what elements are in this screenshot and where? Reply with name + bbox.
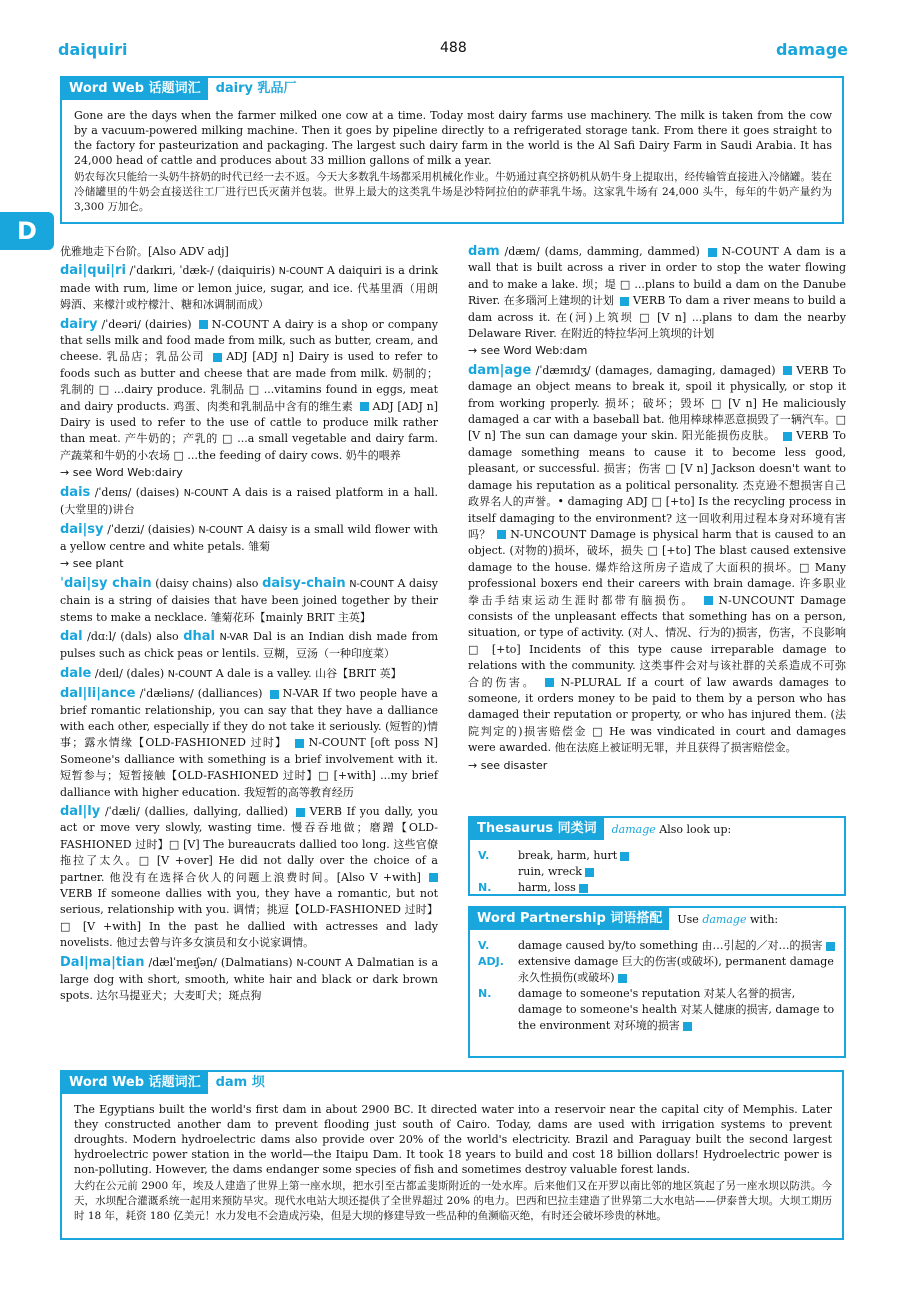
sense-marker-icon <box>360 402 369 411</box>
pronunciation: /dæm/ <box>504 245 540 258</box>
partnership-intro-post: with: <box>749 912 779 926</box>
sense-ref-icon <box>585 868 594 877</box>
headword[interactable]: dal <box>60 628 83 644</box>
entry-dam <box>468 244 846 360</box>
partnership-collocations <box>518 954 844 986</box>
headword[interactable]: dam <box>468 244 500 259</box>
left-column <box>60 244 438 1008</box>
sense-5: N-PLURAL If a court of law awards damages to someone, it orders money to be paid to them by a person who has damaged their reputation or property, or who has injured them. (法院判定的)损害赔偿金 □ He was vindicated in court and damages were awarded. 他在法庭上被证明无罪，并且获得了损害赔偿金。 <box>468 675 847 755</box>
thesaurus-intro-word: damage <box>611 822 656 836</box>
thesaurus-body <box>470 840 844 896</box>
sense-marker-icon <box>783 366 792 375</box>
letter-thumb-tab[interactable] <box>0 212 54 250</box>
sense-marker-icon <box>270 690 279 699</box>
sense-4: N-UNCOUNT Damage consists of the unpleasant effects that something has on a person, situation, or type of activity. (对人、情况、行为的)损害，伤害，不良影响 □ [+to] Incidents of this type cause irreparable damage to relations with the community. 这类事件会对与该社群的关系造成不可弥合的伤害。 <box>468 593 847 689</box>
word-web-header <box>62 1072 273 1094</box>
alternate-headword[interactable]: dhal <box>183 628 216 644</box>
partnership-header <box>470 908 844 930</box>
partnership-intro-word: damage <box>702 912 747 926</box>
word-web-body <box>74 108 832 217</box>
thesaurus-pos <box>478 864 518 880</box>
entry-dairy <box>60 317 438 482</box>
pronunciation: /deɪl/ <box>94 666 123 680</box>
sense-marker-icon <box>296 808 305 817</box>
entry-dal <box>60 629 438 663</box>
inflections: (Dalmatians) <box>220 955 293 969</box>
thesaurus-header <box>470 818 844 840</box>
sense-2: VERB To dam a river means to build a dam across it. 在(河)上筑坝 □ [V n] ...plans to dam the nearby Delaware River. 在附近的特拉华河上筑坝的计划 <box>468 294 846 341</box>
definition: A daiquiri is a drink made with rum, lime or lemon juice, sugar, and ice. 代基里酒（用朗姆酒、来檬汁或柠檬汁、糖和冰调制而成） <box>60 264 439 312</box>
partnership-pos: ADJ. <box>478 955 504 968</box>
sense-2: VERB If someone dallies with you, they have a romantic, but not serious, relationship with you. 调情；挑逗【OLD-FASHIONED 过时】□ [V +with] In the past he dallied with actresses and lady novelists. 他过去曾与许多女演员和女小说家调情。 <box>60 887 438 950</box>
sense-marker-icon <box>704 596 713 605</box>
thesaurus-words <box>518 864 844 880</box>
sense-ref-icon <box>579 884 588 893</box>
word-web-english: Gone are the days when the farmer milked one cow at a time. Today most dairy farms use machinery. The milk is taken from the cow by a vacuum-powered milking machine. Then it goes by pipeline directly to a refrigerated storage tank. From there it goes straight to the factory for pasteurization and packaging. The largest such dairy farm in the world is the Al Safi Dairy Farm in Saudi Arabia. It has 24,000 head of cattle and produces about 33 million gallons of milk a year. <box>74 109 832 167</box>
partnership-text: damage caused by/to something 由…引起的／对…的损害 <box>518 939 823 952</box>
sense-ref-icon <box>618 974 627 983</box>
entry-dalmatian <box>60 955 438 1005</box>
part-of-speech: N-VAR <box>219 631 249 643</box>
entry-daisy-chain <box>60 576 438 626</box>
headword[interactable]: Dal|ma|tian <box>60 954 145 970</box>
sense-1: VERB To damage an object means to break it, spoil it physically, or stop it from working properly. 损坏；破坏；毁坏 □ [V n] He maliciously damaged a car with a baseball bat. 他用棒球棒恶意损毁了一辆汽车。□ [V n] The sun can damage your skin. 阳光能损伤皮肤。 <box>468 363 846 443</box>
headword[interactable]: dam|age <box>468 362 532 378</box>
pronunciation: /ˈdæli/ <box>104 805 140 818</box>
thesaurus-word-list: break, harm, hurt <box>518 849 618 862</box>
partnership-text: extensive damage 巨大的伤害(或破坏), permanent damage 永久性损伤(或破坏) <box>518 955 834 984</box>
thesaurus-intro <box>604 823 732 836</box>
inflections: (dallies, dallying, dallied) <box>144 805 289 818</box>
sense-marker-icon <box>783 432 792 441</box>
partnership-intro <box>669 913 778 926</box>
thesaurus-word-list: ruin, wreck <box>518 865 582 878</box>
headword[interactable]: dais <box>60 484 91 500</box>
headword[interactable]: dairy <box>60 316 98 332</box>
sense-marker-icon <box>545 678 554 687</box>
thesaurus-word-list: harm, loss <box>518 881 576 894</box>
headword[interactable]: ˈdai|sy chain <box>60 575 152 591</box>
sense-2: N-COUNT [oft poss N] Someone's dalliance with something is a brief involvement with it. 短暂参与；短暂接触【OLD-FASHIONED 过时】□ [+with] ...my brief dalliance with higher education. 我短暂的高等教育经历 <box>60 736 439 799</box>
sense-1: N-VAR If two people have a brief romantic relationship, you can say that they have a dalliance with each other, especially if they do not take it seriously. (短暂的)情事；露水情缘【OLD-FASHIONED 过时】 <box>60 687 438 750</box>
inflections: (daisy chains) also <box>155 576 259 590</box>
headword[interactable]: dal|li|ance <box>60 686 136 702</box>
part-of-speech: N-COUNT <box>167 668 213 680</box>
headword[interactable]: dale <box>60 665 92 681</box>
pronunciation: /ˈdæmɪdʒ/ <box>535 363 591 377</box>
part-of-speech: N-COUNT <box>278 266 324 278</box>
word-web-dairy-box <box>60 76 844 224</box>
entry-dale <box>60 666 438 683</box>
pronunciation: /ˈdeɪɪs/ <box>94 485 132 499</box>
sense-1: VERB If you dally, you act or move very slowly, wasting time. 慢吞吞地做；磨蹭【OLD-FASHIONED 过时】□ [V] The bureaucrats dallied too long. 这些官僚拖拉了太久。□ [V +over] He did not dally over the choice of a partner. 他没有在选择合伙人的问题上浪费时间。[Also V +with] <box>60 805 438 884</box>
sense-ref-icon <box>683 1022 692 1031</box>
alternate-headword[interactable]: daisy-chain <box>262 575 346 591</box>
sense-ref-icon <box>620 852 629 861</box>
sense-marker-icon <box>295 739 304 748</box>
partnership-pos: V. <box>478 939 490 952</box>
thesaurus-pos: V. <box>478 849 490 862</box>
partnership-collocations <box>518 938 844 954</box>
word-web-chinese: 奶农每次只能给一头奶牛挤奶的时代已经一去不返。今天大多数乳牛场都采用机械化作业。牛奶通过真空挤奶机从奶牛身上提取出，经传输管直接进入冷储罐。装在冷储罐里的牛奶会直接送往工厂进行巴氏灭菌并包装。世界上最大的这类乳牛场是沙特阿拉伯的萨菲乳牛场。这家乳牛场有 24,000 头牛，每年的牛奶产量约为 3,300 万加仑。 <box>74 171 832 213</box>
partnership-tab: Word Partnership 词语搭配 <box>470 908 669 930</box>
word-web-topic: dairy 乳品厂 <box>215 81 297 96</box>
inflections: (dales) <box>126 666 165 680</box>
entry-dally <box>60 804 438 952</box>
part-of-speech: N-COUNT <box>198 524 243 536</box>
headword[interactable]: dai|sy <box>60 521 104 537</box>
sense-marker-icon <box>429 873 438 882</box>
thesaurus-words <box>518 848 844 864</box>
pronunciation: /dælˈmeɪʃən/ <box>148 955 217 969</box>
cross-reference[interactable]: → see disaster <box>468 758 548 772</box>
sense-1: N-COUNT A dam is a wall that is built across a river in order to stop the water flowing and to make a lake. 坝；堤 □ ...plans to build a dam on the Danube River. 在多瑙河上建坝的计划 <box>468 245 846 308</box>
sense-3: N-UNCOUNT Damage is physical harm that is caused to an object. (对物的)损坏，破坏，损失 □ [+to] The blast caused extensive damage to the house. 爆炸给这所房子造成了大面积的损坏。□ Many professional boxers end their careers with brain damage. 许多职业拳击手结束运动生涯时都带有脑损伤。 <box>468 527 847 607</box>
sense-marker-icon <box>497 530 506 539</box>
page-number: 488 <box>440 40 467 56</box>
definition: A daisy chain is a string of daisies that have been joined together by their stems to make a necklace. 雏菊花环【mainly BRIT 主英】 <box>60 576 439 624</box>
sense-marker-icon <box>620 297 629 306</box>
cross-reference[interactable]: → see plant <box>60 557 124 571</box>
part-of-speech: N-COUNT <box>296 957 342 969</box>
thesaurus-pos: N. <box>478 881 492 894</box>
inflections: (daises) <box>135 485 180 499</box>
word-web-english: The Egyptians built the world's first dam in about 2900 BC. It directed water into a reservoir near the capital city of Memphis. Later they constructed another dam to prevent flooding just south of Cairo. Today, dams are used with irrigation systems to prevent droughts. Modern hydroelectric dams also provide over 20% of the world's electricity. Brazil and Paraguay built the second largest hydroelectric power station in the world—the Itaipu Dam. It took 18 years to build and cost 18 billion dollars! Hydroelectric power is non-polluting. However, the dams endanger some species of fish and sometimes destroy valuable forest lands. <box>74 1103 832 1176</box>
definition: A dale is a valley. 山谷【BRIT 英】 <box>215 666 402 680</box>
entry-damage <box>468 363 846 774</box>
right-column <box>468 244 846 777</box>
definition: Dal is an Indian dish made from pulses such as chick peas or lentils. 豆糊，豆汤（一种印度菜） <box>60 629 439 661</box>
partnership-row <box>470 954 844 986</box>
word-web-header <box>62 78 305 100</box>
guide-word-left: daiquiri <box>58 40 128 59</box>
word-web-tab: Word Web 话题词汇 <box>62 1072 208 1094</box>
carryover-text: 优雅地走下台阶。[Also ADV adj] <box>60 245 229 258</box>
headword[interactable]: dal|ly <box>60 804 101 819</box>
partnership-body <box>470 930 844 1034</box>
pronunciation: /ˈdaɪkɪri, ˈdæk-/ <box>129 264 214 278</box>
entry-daisy <box>60 522 438 573</box>
sense-marker-icon <box>708 248 717 257</box>
inflections: (damages, damaging, damaged) <box>595 363 776 377</box>
partnership-intro-pre: Use <box>677 912 699 926</box>
pronunciation: /ˈdeɪzi/ <box>107 522 145 536</box>
thesaurus-row <box>470 864 844 880</box>
headword[interactable]: dai|qui|ri <box>60 263 126 279</box>
partnership-pos: N. <box>478 987 492 1000</box>
inflections: (dams, damming, dammed) <box>544 245 700 258</box>
page-header <box>58 40 848 64</box>
thesaurus-row <box>470 848 844 864</box>
inflections: (dalliances) <box>197 687 263 701</box>
entry-dais <box>60 485 438 519</box>
inflections: (dals) also <box>120 629 179 643</box>
part-of-speech: N-COUNT <box>349 578 394 590</box>
definition: A daisy is a small wild flower with a yellow centre and white petals. 雏菊 <box>60 522 438 553</box>
thesaurus-words <box>518 880 844 896</box>
sense-1: N-COUNT A dairy is a shop or company that sells milk and food made from milk, such as butter, cream, and cheese. 乳品店；乳品公司 <box>60 317 438 364</box>
word-partnership-box <box>468 906 846 1058</box>
cross-reference[interactable]: → see Word Web:dairy <box>60 466 183 480</box>
entry-daiquiri <box>60 263 438 313</box>
inflections: (daisies) <box>147 522 195 536</box>
cross-reference[interactable]: → see Word Web:dam <box>468 344 588 358</box>
word-web-dam-box <box>60 1070 844 1240</box>
pronunciation: /ˈdeəri/ <box>101 317 141 331</box>
thesaurus-tab: Thesaurus 同类词 <box>470 818 604 840</box>
partnership-collocations <box>518 986 844 1034</box>
inflections: (dairies) <box>144 317 192 331</box>
word-web-body <box>74 1102 832 1226</box>
partnership-row <box>470 938 844 954</box>
pronunciation: /dɑːl/ <box>87 629 116 643</box>
sense-2: VERB To damage something means to cause it to become less good, pleasant, or successful. 损害；伤害 □ [V n] Jackson doesn't want to damage his reputation as a political personality. 杰克逊不想损害自己政界名人的声誉。• damaging ADJ □ [+to] Is the recycling process in itself damaging to the environment? 这一回收利用过程本身对环境有害吗？ <box>468 429 846 541</box>
word-web-tab: Word Web 话题词汇 <box>62 78 208 100</box>
word-web-topic: dam 坝 <box>215 1075 265 1090</box>
sense-marker-icon <box>199 320 208 329</box>
partnership-text: damage to someone's reputation 对某人名誉的损害, damage to someone's health 对某人健康的损害, damage to the environment 对环境的损害 <box>518 987 835 1032</box>
sense-3: ADJ [ADJ n] Dairy is used to refer to the use of cattle to produce milk rather than meat. 产牛奶的；产乳的 □ ...a small vegetable and dairy farm. 产蔬菜和牛奶的小农场 □ ...the feeding of dairy cows. 奶牛的喂养 <box>60 399 438 462</box>
entry-dalliance <box>60 686 438 801</box>
pronunciation: /ˈdæliəns/ <box>139 687 194 701</box>
definition: A Dalmatian is a large dog with short, smooth, white hair and black or dark brown spots. 达尔马提亚犬；大麦町犬；斑点狗 <box>60 955 439 1003</box>
thesaurus-intro-rest: Also look up: <box>659 822 732 836</box>
thesaurus-box <box>468 816 846 896</box>
guide-word-right: damage <box>775 40 848 59</box>
sense-2: ADJ [ADJ n] Dairy is used to refer to foods such as butter and cheese that are made from milk. 奶制的；乳制的 □ ...dairy produce. 乳制品 □ ...vitamins found in eggs, meat and dairy products. 鸡蛋、肉类和乳制品中含有的维生素 <box>60 350 438 413</box>
word-web-chinese: 大约在公元前 2900 年，埃及人建造了世界上第一座水坝，把水引至古都孟斐斯附近的一处水库。后来他们又在开罗以南比邻的地区筑起了另一座水坝以防洪。今天，水坝配合灌溉系统一起用来预防旱灾。现代水电站大坝还提供了全世界超过 20% 的电力。巴西和巴拉圭建造了世界第二大水电站——伊泰普大坝。大坝工期历时 18 年，耗资 180 亿美元！水力发电不会造成污染，但是大坝的修建导致一些品种的鱼濒临灭绝，有时还会破坏珍贵的林地。 <box>74 1180 832 1222</box>
definition: A dais is a raised platform in a hall. (大堂里的)讲台 <box>60 485 439 517</box>
sense-ref-icon <box>826 942 835 951</box>
part-of-speech: N-COUNT <box>183 487 229 499</box>
partnership-row <box>470 986 844 1034</box>
thumb-letter: D <box>17 217 37 245</box>
inflections: (daiquiris) <box>217 264 276 278</box>
thesaurus-row <box>470 880 844 896</box>
sense-marker-icon <box>213 353 222 362</box>
